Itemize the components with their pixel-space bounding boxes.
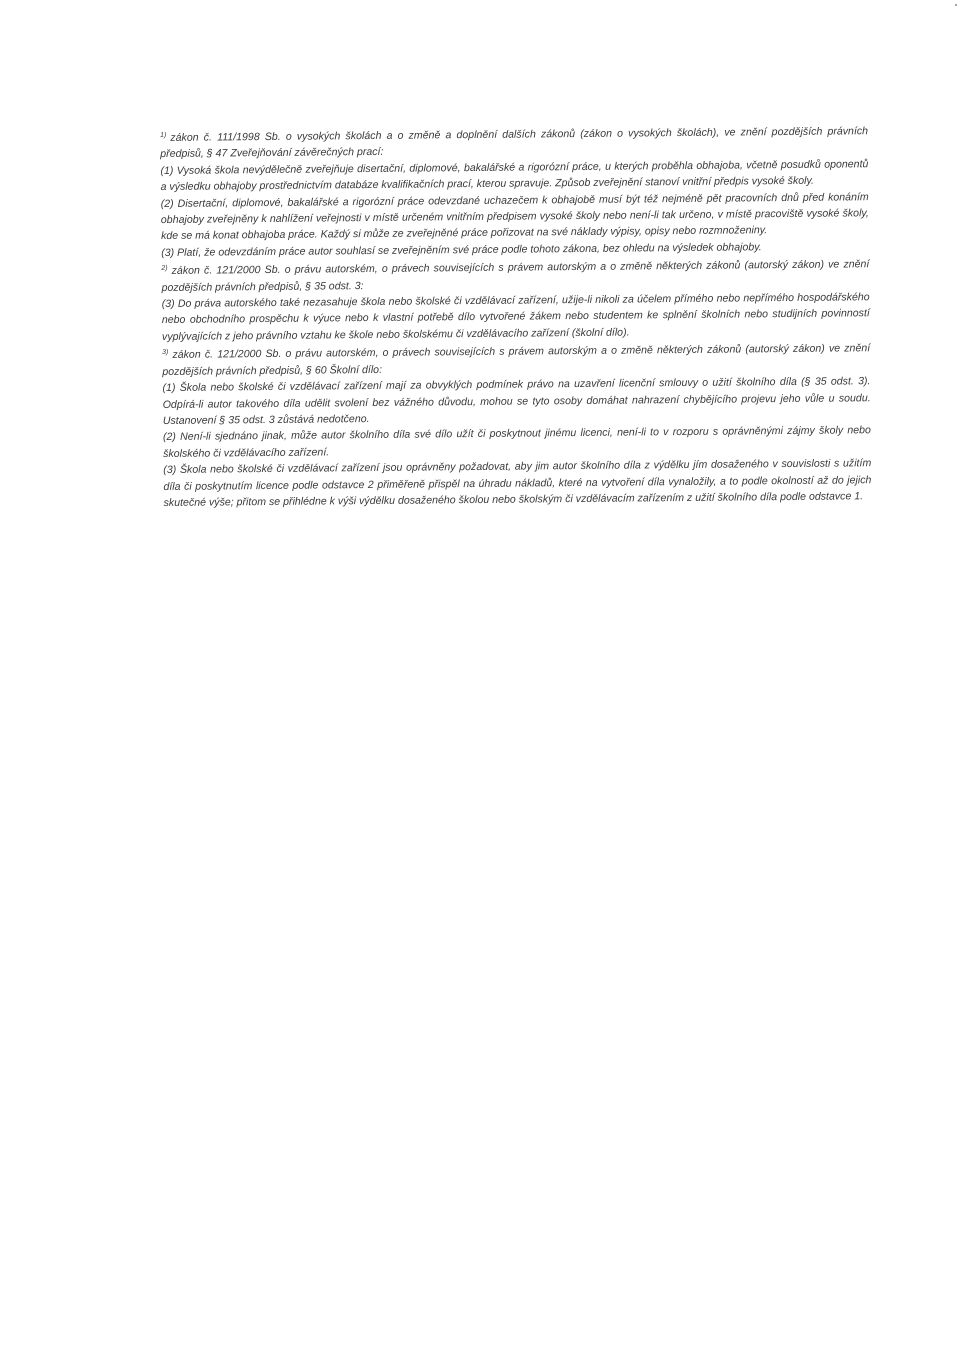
footnote-2 [161,254,870,345]
scan-speck [955,4,957,6]
footnote-paragraph: (1) Vysoká škola nevýdělečně zveřejňuje disertační, diplomové, bakalářské a rigorózní práce, u kterých proběhla obhajoba, včetně posudků oponentů a výsledku obhajoby prostřednictvím databáze kvalifikačních prací, kterou spravuje. Způsob zveřejnění stanoví vnitřní předpis vysoké školy. [160,158,869,194]
footnote-paragraph: (1) Škola nebo školské či vzdělávací zařízení mají za obvyklých podmínek právo na uzavření licenční smlouvy o užití školního díla (§ 35 odst. 3). Odpírá-li autor takového díla udělit svolení bez vážného důvodu, mohou se tyto osoby domáhat nahrazení chybějícího projevu jeho vůle u soudu. Ustanovení § 35 odst. 3 zůstává nedotčeno. [162,375,871,427]
footnotes-section [160,121,872,511]
footnote-citation-text: zákon č. 121/2000 Sb. o právu autorském, o právech souvisejících s právem autorským a o změně některých zákonů (autorský zákon) ve znění pozdějších právních předpisů, § 60 Školní dílo: [162,342,871,378]
footnote-marker: 2) [161,265,168,273]
footnote-paragraph: (3) Škola nebo školské či vzdělávací zařízení jsou oprávněny požadovat, aby jim autor školního díla z výdělku jím dosaženého v souvislosti s užitím díla či poskytnutím licence podle odstavce 2 přiměřeně přispěl na úhradu nákladů, které na vytvoření díla vynaložily, a to podle okolností až do jejich skutečné výše; přitom se přihlédne k výši výdělku dosaženého školou nebo školským či vzdělávacím zařízením z užití školního díla podle odstavce 1. [163,457,872,509]
footnote-citation-text: zákon č. 111/1998 Sb. o vysokých školách a o změně a doplnění dalších zákonů (zákon o vysokých školách), ve znění pozdějších právních předpisů, § 47 Zveřejňování závěrečných prací: [160,125,869,161]
footnote-citation-text: zákon č. 121/2000 Sb. o právu autorském, o právech souvisejících s právem autorským a o změně některých zákonů (autorský zákon) ve znění pozdějších právních předpisů, § 35 odst. 3: [161,258,870,294]
footnote-paragraph: (2) Není-li sjednáno jinak, může autor školního díla své dílo užít či poskytnout jinému licenci, není-li to v rozporu s oprávněnými zájmy školy nebo školského či vzdělávacího zařízení. [162,424,871,460]
footnote-paragraph: (3) Platí, že odevzdáním práce autor souhlasí se zveřejněním své práce podle tohoto zákona, bez ohledu na výsledek obhajoby. [161,241,762,259]
footnote-marker: 1) [160,131,167,139]
footnote-marker: 3) [162,349,169,357]
footnote-paragraph: (2) Disertační, diplomové, bakalářské a rigorózní práce odevzdané uchazečem k obhajobě musí být též nejméně pět pracovních dnů před konáním obhajoby zveřejněny k nahlížení veřejnosti v místě určeném vnitřním předpisem vysoké školy nebo není-li tak určeno, v místě pracoviště vysoké školy, kde se má konat obhajoba práce. Každý si může ze zveřejněné práce pořizovat na své náklady výpisy, opisy nebo rozmnoženiny. [160,190,869,243]
footnote-3 [162,338,872,511]
footnote-1 [160,121,869,261]
footnote-paragraph: (3) Do práva autorského také nezasahuje škola nebo školské či vzdělávací zařízení, užije-li nikoli za účelem přímého nebo nepřímého hospodářského nebo obchodního prospěchu k výuce nebo k vlastní potřebě dílo vytvořené žákem nebo studentem ke splnění školních nebo studijních povinností vyplývajících z jeho právního vztahu ke škole nebo školskému či vzdělávacího zařízení (školní dílo). [161,291,870,343]
